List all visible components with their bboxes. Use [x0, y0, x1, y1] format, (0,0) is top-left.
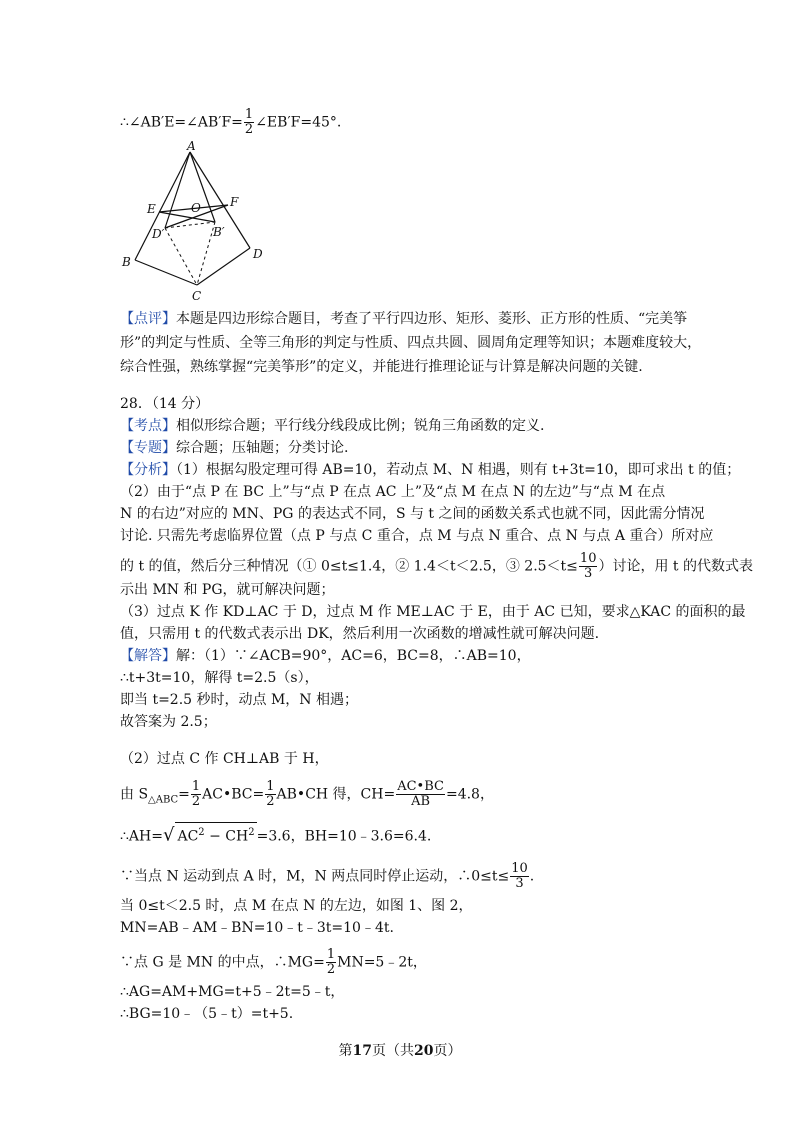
comment-tag: 【点评】: [120, 311, 176, 327]
q28-fenxi-8: 值，只需用 t 的代数式表示出 DK，然后利用一次函数的增减性就可解决问题.: [120, 626, 600, 642]
q28-jieda-3: 即当 t=2.5 秒时，动点 M，N 相遇；: [120, 692, 359, 708]
q28-fenxi-3: N 的右边”对应的 MN、PG 的表达式不同，S 与 t 之间的函数关系式也就不同，因此需分情况: [120, 506, 705, 522]
q28-kaodian: 【考点】相似形综合题；平行线分线段成比例；锐角三角函数的定义.: [120, 418, 545, 434]
part2-line-1: （2）过点 C 作 CH⊥AB 于 H，: [120, 751, 329, 767]
edge-AB: [135, 152, 190, 260]
q28-fenxi-2: （2）由于“点 P 在 BC 上”与“点 P 在点 AC 上”及“点 M 在点 N 的左边”与“点 M 在点: [120, 484, 666, 500]
q28-jieda-1: 【解答】解：（1）∵∠ACB=90°，AC=6，BC=8，∴AB=10，: [120, 648, 531, 664]
fenxi-tag: 【分析】: [120, 462, 176, 478]
comment-line-3: 综合性强，熟练掌握“完美筝形”的定义，并能进行推理论证与计算是解决问题的关键.: [120, 359, 643, 375]
q28-fenxi-7: （3）过点 K 作 KD⊥AC 于 D，过点 M 作 ME⊥AC 于 E，由于 AC 已知，要求△KAC 的面积的最: [120, 604, 746, 620]
dashed-D-prime-C: [165, 228, 197, 285]
comment-line-2: 形”的判定与性质、全等三角形的判定与性质、四点共圆、圆周角定理等知识；本题难度较大，: [120, 335, 702, 351]
q28-fenxi-5: 的 t 的值，然后分三种情况（① 0≤t≤1.4，② 1.4＜t＜2.5，③ 2.5＜t≤ $\frac{10}{3}$ ）讨论，用 t 的代数式表: [120, 551, 753, 581]
intro-equation: [120, 108, 341, 137]
label-F: F: [230, 195, 239, 209]
fraction-10-3: $\frac{10}{3}$: [579, 551, 597, 581]
label-A: A: [187, 140, 196, 153]
edge-DC: [197, 248, 250, 285]
part2-line-6: MN=AB﹣AM﹣BN=10﹣t﹣3t=10﹣4t.: [120, 920, 394, 936]
intro-left: ∴∠AB′E=∠AB′F=: [120, 114, 243, 131]
part2-line-9: ∴BG=10﹣（5﹣t）=t+5.: [120, 1006, 294, 1022]
q28-fenxi-6: 示出 MN 和 PG，就可解决问题；: [120, 582, 335, 598]
part2-line-4: ∵当点 N 运动到点 A 时，M，N 两点同时停止运动，∴0≤t≤ $\frac{10}{3}$ .: [120, 861, 535, 891]
sqrt-radicand: $AC^2 - CH^2$: [175, 822, 256, 847]
edge-BC: [135, 260, 197, 285]
label-C: C: [192, 289, 202, 303]
zhuanti-tag: 【专题】: [120, 440, 176, 456]
part2-line-7: ∵点 G 是 MN 的中点，∴MG= $\frac{1}{2}$ MN=5﹣2t，: [120, 947, 427, 977]
label-B: B: [122, 255, 131, 269]
page-footer: 第17页（共20页）: [338, 1043, 462, 1059]
geometry-figure: [115, 140, 275, 305]
q28-header: 28．（14 分）: [120, 396, 210, 412]
comment-line-1: 【点评】本题是四边形综合题目，考查了平行四边形、矩形、菱形、正方形的性质、“完美筝: [120, 311, 688, 327]
label-B-prime: B′: [213, 225, 225, 239]
q28-jieda-2: ∴t+3t=10，解得 t=2.5（s），: [120, 670, 319, 686]
part2-line-2: 由 $S_{\triangle ABC}=$ $\frac{1}{2}$ AC•BC= $\frac{1}{2}$ AB•CH 得，CH= $\frac{AC•BC}{AB}$ =4.8，: [120, 779, 494, 809]
label-D: D: [253, 247, 263, 261]
part2-line-5: 当 0≤t＜2.5 时，点 M 在点 N 的左边，如图 1、图 2，: [120, 898, 473, 914]
total-pages: 20: [414, 1043, 434, 1059]
intro-right: ∠EB′F=45°.: [255, 114, 342, 131]
jieda-tag: 【解答】: [120, 648, 176, 664]
kaodian-tag: 【考点】: [120, 418, 176, 434]
label-D-prime: D′: [152, 227, 165, 241]
intro-fraction: $\frac{1}{2}$: [244, 107, 254, 137]
q28-jieda-4: 故答案为 2.5；: [120, 714, 217, 730]
q28-fenxi-4: 讨论. 只需先考虑临界位置（点 P 与点 C 重合，点 M 与点 N 重合、点 N 与点 A 重合）所对应: [120, 528, 714, 544]
part2-line-8: ∴AG=AM+MG=t+5﹣2t=5﹣t，: [120, 984, 345, 1000]
label-O: O: [191, 201, 201, 215]
q28-fenxi-1: 【分析】（1）根据勾股定理可得 AB=10，若动点 M、N 相遇，则有 t+3t=10，即可求出 t 的值；: [120, 462, 741, 478]
label-E: E: [147, 202, 156, 216]
part2-line-3: ∴AH=√ $AC^2 - CH^2 =3.6$，BH=10﹣3.6=6.4.: [120, 822, 431, 847]
q28-zhuanti: 【专题】综合题；压轴题；分类讨论.: [120, 440, 349, 456]
current-page: 17: [352, 1043, 372, 1059]
sqrt-icon: √: [162, 824, 175, 846]
